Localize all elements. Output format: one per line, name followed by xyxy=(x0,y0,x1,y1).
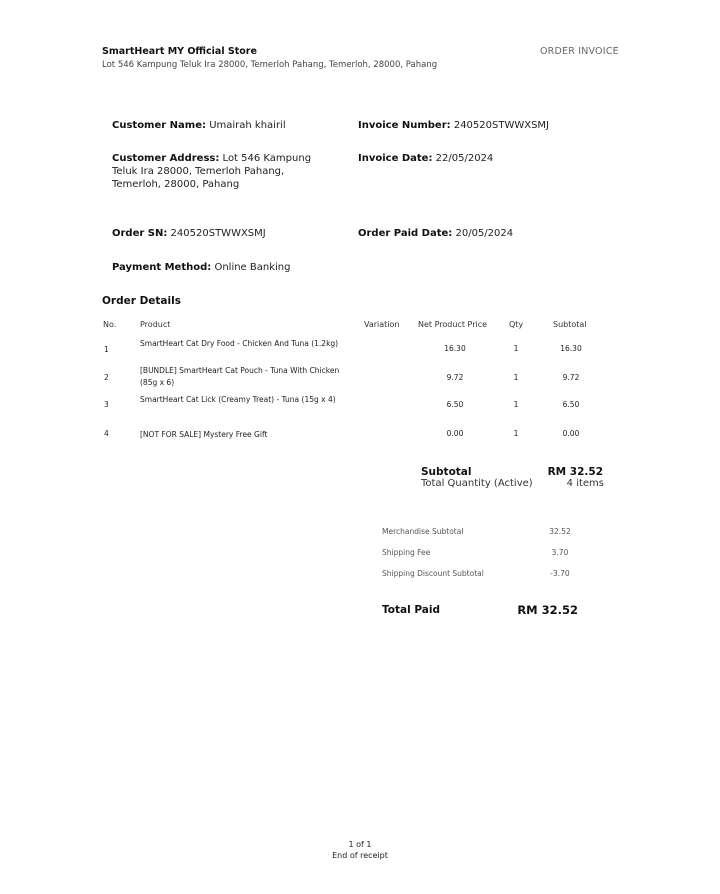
header-variation: Variation xyxy=(364,320,400,329)
item-qty: 1 xyxy=(513,429,519,438)
customer-address-field xyxy=(112,152,332,191)
item-no: 1 xyxy=(104,345,109,354)
order-sn-value: 240520STWWXSMJ xyxy=(170,228,266,239)
item-product: [BUNDLE] SmartHeart Cat Pouch - Tuna With Chicken (85g x 6) xyxy=(140,366,340,387)
header-price: Net Product Price xyxy=(418,320,488,329)
header-no: No. xyxy=(103,320,117,329)
item-subtotal: 6.50 xyxy=(562,400,580,409)
item-no: 3 xyxy=(104,400,109,409)
shipping-fee-label: Shipping Fee xyxy=(382,548,431,557)
shipping-discount-value: -3.70 xyxy=(550,569,570,578)
merchandise-subtotal-value: 32.52 xyxy=(549,527,571,536)
customer-address-value: Lot 546 Kampung Teluk Ira 28000, Temerloh Pahang, Temerloh, 28000, Pahang xyxy=(112,153,312,190)
order-paid-date-field xyxy=(358,227,618,240)
item-product: [NOT FOR SALE] Mystery Free Gift xyxy=(140,430,268,439)
page-footer xyxy=(320,839,400,861)
item-price: 0.00 xyxy=(446,429,464,438)
order-sn-label: Order SN: xyxy=(112,228,168,239)
order-paid-date-label: Order Paid Date: xyxy=(358,228,453,239)
customer-name-field xyxy=(112,119,342,132)
item-subtotal: 9.72 xyxy=(562,373,580,382)
total-quantity-value: 4 items xyxy=(566,478,604,489)
document-type: ORDER INVOICE xyxy=(540,46,619,57)
header-product: Product xyxy=(140,320,171,329)
invoice-date-field xyxy=(358,152,618,165)
order-sn-field xyxy=(112,227,342,240)
customer-name-value: Umairah khairil xyxy=(209,120,286,131)
item-qty: 1 xyxy=(513,400,519,409)
order-paid-date-value: 20/05/2024 xyxy=(455,228,514,239)
payment-method-field xyxy=(112,261,372,274)
item-no: 4 xyxy=(104,429,109,438)
shipping-fee-value: 3.70 xyxy=(551,548,569,557)
merchandise-subtotal-label: Merchandise Subtotal xyxy=(382,527,464,536)
item-subtotal: 16.30 xyxy=(560,344,582,353)
store-address: Lot 546 Kampung Teluk Ira 28000, Temerloh Pahang, Temerloh, 28000, Pahang xyxy=(102,60,438,70)
shipping-discount-label: Shipping Discount Subtotal xyxy=(382,569,484,578)
item-product: SmartHeart Cat Lick (Creamy Treat) - Tuna (15g x 4) xyxy=(140,395,336,404)
item-price: 9.72 xyxy=(446,373,464,382)
item-no: 2 xyxy=(104,373,109,382)
subtotal-label: Subtotal xyxy=(421,466,472,478)
header-qty: Qty xyxy=(509,320,524,329)
header-subtotal: Subtotal xyxy=(553,320,587,329)
item-product: SmartHeart Cat Dry Food - Chicken And Tuna (1.2kg) xyxy=(140,339,339,348)
end-of-receipt-note: End of receipt xyxy=(332,851,388,860)
subtotal-value: RM 32.52 xyxy=(547,466,603,478)
total-paid-label: Total Paid xyxy=(382,604,440,616)
invoice-number-label: Invoice Number: xyxy=(358,120,451,131)
payment-method-value: Online Banking xyxy=(214,262,291,273)
page-number: 1 of 1 xyxy=(348,840,372,849)
item-subtotal: 0.00 xyxy=(562,429,580,438)
invoice-number-value: 240520STWWXSMJ xyxy=(453,120,550,131)
payment-method-label: Payment Method: xyxy=(112,262,212,273)
item-price: 16.30 xyxy=(444,344,466,353)
item-qty: 1 xyxy=(513,344,519,353)
store-name: SmartHeart MY Official Store xyxy=(102,46,257,57)
item-qty: 1 xyxy=(513,373,519,382)
total-quantity-label: Total Quantity (Active) xyxy=(421,478,533,489)
invoice-number-field xyxy=(358,119,618,132)
invoice-date-label: Invoice Date: xyxy=(358,153,433,164)
order-details-title: Order Details xyxy=(102,295,181,307)
customer-name-label: Customer Name: xyxy=(112,120,206,131)
invoice-date-value: 22/05/2024 xyxy=(435,153,494,164)
item-price: 6.50 xyxy=(446,400,464,409)
total-paid-value: RM 32.52 xyxy=(517,603,578,617)
customer-address-label: Customer Address: xyxy=(112,153,220,164)
